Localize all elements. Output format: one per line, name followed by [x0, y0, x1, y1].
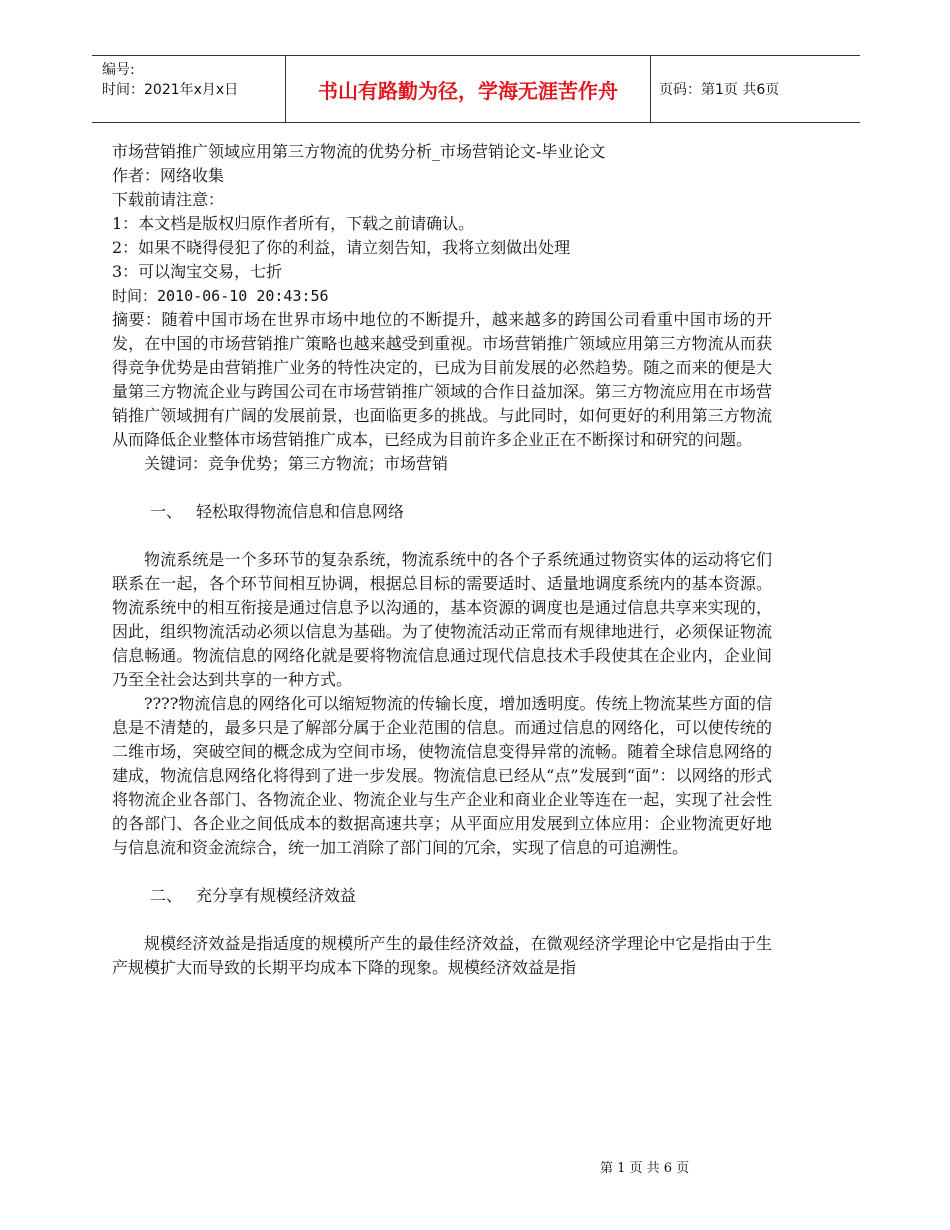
author: 作者：网络收集: [112, 166, 225, 185]
publish-time: 时间：2010-06-10 20:43:56: [112, 287, 329, 305]
notice-item: 1：本文档是版权归原作者所有，下载之前请确认。: [112, 214, 475, 233]
section-title: 充分享有规模经济效益: [196, 886, 357, 905]
number-label: 编号:: [102, 62, 135, 78]
time-label: 时间：2021年x月x日: [102, 82, 239, 98]
paragraph: 物流系统是一个多环节的复杂系统，物流系统中的各个子系统通过物资实体的运动将它们联系在一起，各个环节间相互协调，根据总目标的需要适时、适量地调度系统内的基本资源。物流系统中的相互衔接是通过信息予以沟通的，基本资源的调度也是通过信息共享来实现的，因此，组织物流活动必须以信息为基础。为了使物流活动正常而有规律地进行，必须保证物流信息畅通。物流信息的网络化就是要将物流信息通过现代信息技术手段使其在企业内，企业间乃至全社会达到共享的一种方式。: [112, 550, 772, 689]
header-left: [102, 60, 238, 100]
keywords: 关键词：竞争优势；第三方物流；市场营销: [144, 454, 449, 473]
paragraph: 规模经济效益是指适度的规模所产生的最佳经济效益，在微观经济学理论中它是指由于生产规模扩大而导致的长期平均成本下降的现象。规模经济效益是指: [112, 934, 772, 977]
abstract: 摘要：随着中国市场在世界市场中地位的不断提升，越来越多的跨国公司看重中国市场的开发，在中国的市场营销推广策略也越来越受到重视。市场营销推广领域应用第三方物流从而获得竞争优势是由营销推广业务的特性决定的，已成为目前发展的必然趋势。随之而来的便是大量第三方物流企业与跨国公司在市场营销推广领域的合作日益加深。第三方物流应用在市场营销推广领域拥有广阔的发展前景，也面临更多的挑战。与此同时，如何更好的利用第三方物流从而降低企业整体市场营销推广成本，已经成为目前许多企业正在不断探讨和研究的问题。: [112, 310, 772, 449]
section-heading: [112, 884, 772, 908]
notice-heading: 下载前请注意：: [112, 190, 225, 209]
paragraph: ????物流信息的网络化可以缩短物流的传输长度，增加透明度。传统上物流某些方面的信息是不清楚的，最多只是了解部分属于企业范围的信息。而通过信息的网络化，可以使传统的二维市场，突破空间的概念成为空间市场，使物流信息变得异常的流畅。随着全球信息网络的建成，物流信息网络化将得到了进一步发展。物流信息已经从“点”发展到“面”：以网络的形式将物流企业各部门、各物流企业、物流企业与生产企业和商业企业等连在一起，实现了社会性的各部门、各企业之间低成本的数据高速共享；从平面应用发展到立体应用：企业物流更好地与信息流和资金流综合，统一加工消除了部门间的冗余，实现了信息的可追溯性。: [112, 694, 772, 857]
page-footer: 第 1 页 共 6 页: [600, 1161, 690, 1176]
page-header: [92, 55, 860, 123]
section-number: 一、: [150, 502, 183, 521]
section-heading: [112, 500, 772, 524]
motto: 书山有路勤为径，学海无涯苦作舟: [285, 56, 651, 122]
notice-item: 3：可以淘宝交易，七折: [112, 262, 283, 281]
notice-item: 2：如果不晓得侵犯了你的利益，请立刻告知，我将立刻做出处理: [112, 238, 571, 257]
page-info: 页码：第1页 共6页: [659, 82, 780, 98]
section-number: 二、: [150, 886, 183, 905]
document-body: [112, 140, 772, 980]
section-title: 轻松取得物流信息和信息网络: [196, 502, 405, 521]
document-title: 市场营销推广领域应用第三方物流的优势分析_市场营销论文-毕业论文: [112, 142, 606, 161]
